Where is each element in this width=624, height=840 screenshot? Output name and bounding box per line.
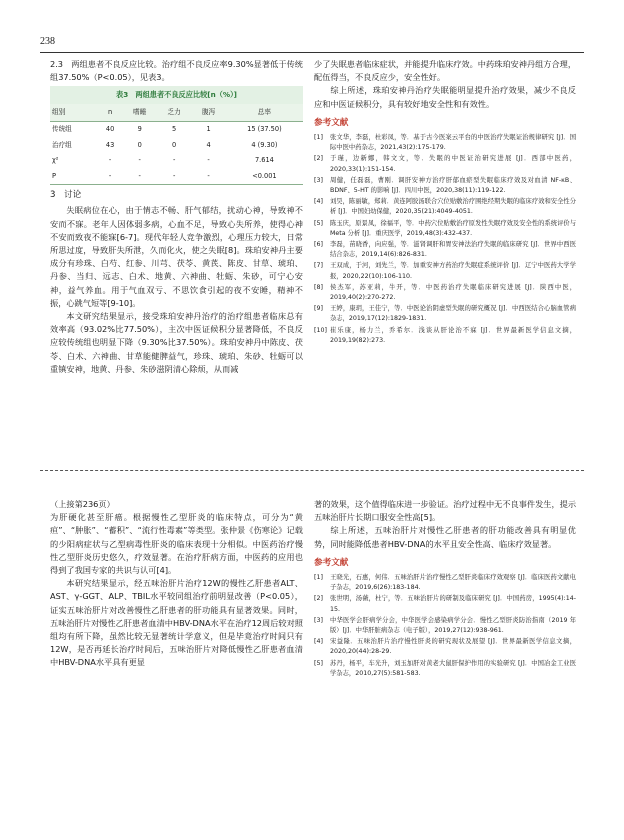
reference-text: 宋益隆．五味治肝片治疗慢性肝炎的研究现状及展望 [J]．世界最新医学信息文摘，2020,20(44):28-29. — [330, 638, 576, 656]
table-header: 总率 — [226, 104, 303, 122]
reference-item — [314, 176, 576, 196]
reference-item — [314, 240, 576, 260]
paragraph: 著的效果，这个值得临床进一步验证。治疗过程中无不良事件发生，提示五味治肝片长期口服安全性高[5]。 — [314, 499, 577, 523]
reference-text: 王晓光，石惠，何伟．五味治肝片治疗慢性乙型肝炎临床疗效观察 [J]．临床医药文献电子杂志，2019,6(26):183-184. — [330, 574, 576, 592]
paragraph: 本文研究结果显示，接受珠珀安神丹治疗的治疗组患者临床总有效率高（93.02%比77.50%），主次中医证候积分显著降低，不良反应较传统组也明显下降（9.30%比37.50%）。珠珀安神丹中陈皮、茯苓、白术、六神曲、甘草能健脾益气，珍珠、琥珀、朱砂、牡蛎可以重镇安神，地黄、丹参、朱砂滋阴清心除烦，从而减 — [50, 310, 303, 374]
reference-text: 崔乐康，杨力兰，乔希尔．浅谈从肝论治不寐 [J]．世界最新医学信息文摘，2019,19(82):273. — [330, 326, 576, 344]
table-cell: <0.001 — [226, 169, 303, 185]
reference-number: [4] — [314, 638, 323, 646]
reference-number: [8] — [314, 283, 323, 291]
table-cell: 43 — [105, 140, 115, 149]
reference-item — [314, 304, 576, 324]
references-list — [314, 133, 576, 346]
paragraph: 少了失眠患者临床症状，并能提升临床疗效。中药珠珀安神丹组方合理，配伍得当，不良反应少，安全性好。 — [314, 59, 577, 83]
paragraph: 为肝硬化甚至肝癌。根据慢性乙型肝炎的临床特点，可分为“黄疸”、“肿胀”、“蓄积”、“流行性毒素”等类型。张仲景《伤寒论》记载的少阳病症状与乙型病毒性肝炎的临床表现十分相似。中医药治疗慢性乙型肝炎历史悠久，疗效显著。在治疗肝病方面，中医药的应用也得到了我国专家的共识与认可[4]。 — [50, 512, 303, 576]
reference-item — [314, 637, 576, 657]
reference-item — [314, 573, 576, 593]
reference-number: [9] — [314, 305, 323, 313]
top-right-column — [314, 58, 576, 347]
reference-item — [314, 261, 576, 281]
results-2-3: 2.3 两组患者不良反应比较。治疗组不良反应率9.30%显著低于传统组37.50%（P<0.05），见表3。 — [50, 59, 303, 83]
bottom-right-column — [314, 498, 576, 680]
table-cell: 治疗组 — [52, 140, 72, 149]
references-title: 参考文献 — [314, 557, 349, 568]
table-cell: 0 — [172, 140, 177, 149]
table-row — [50, 153, 303, 169]
table-cell: - — [191, 169, 225, 185]
table-header: 嗜睡 — [122, 104, 156, 122]
table-row — [50, 169, 303, 185]
continued-note: （上接第236页） — [50, 499, 115, 509]
reference-text: 刘昊，陈丽敏，郑莉．黄连阿胶汤联合穴位贴敷治疗围绝经期失眠的临床疗效和安全性分析 [J]．中国妇幼保健，2020,35(21):4049-4051. — [330, 198, 576, 216]
table-row — [50, 121, 303, 137]
reference-text: 陈玉庆，原景凤，徐福平，等．中药穴位贴敷治疗原发性失眠疗效及安全性的系统评价与 Meta 分析 [J]．重庆医学，2019,48(3):432-437. — [330, 219, 576, 237]
reference-text: 李磊，苗晓香，向应强，等．滋肾调肝和胃安神法治疗失眠的临床研究 [J]．世界中西医结合杂志，2019,14(6):826-831. — [330, 241, 576, 259]
table-3 — [50, 86, 303, 185]
table-cell: 传统组 — [52, 125, 72, 133]
reference-text: 王双成，于河，刘先兰，等．加重安神方药治疗失眠症系统评价 [J]．辽宁中医药大学学报，2020,22(10):106-110. — [330, 262, 576, 280]
reference-item — [314, 326, 576, 346]
reference-item — [314, 659, 576, 679]
table-header-row — [50, 104, 303, 122]
table-cell: 4 — [206, 140, 211, 149]
table-cell: P — [50, 169, 98, 185]
section-heading: 3 讨论 — [50, 190, 82, 201]
reference-text: 侯杰军，苏亚莉，牛开，等．中医药治疗失眠临床研究进展 [J]．陕西中医，2019,40(2):270-272. — [330, 283, 576, 302]
reference-number: [7] — [314, 262, 323, 270]
header-rule — [40, 52, 584, 53]
table-cell: - — [122, 169, 156, 185]
reference-number: [2] — [314, 595, 323, 603]
reference-item — [314, 283, 576, 303]
references-list — [314, 573, 576, 679]
table-cell: 5 — [172, 125, 177, 133]
reference-text: 王婷，康玥，王佳宁，等．中医论治阴虚型失眠的研究概况 [J]．中西医结合心脑血管病杂志，2019,17(12):1829-1831. — [330, 305, 576, 323]
reference-text: 于瑾，边新娜，韩文文，等．失眠的中医证治研究进展 [J]．西部中医药，2020,33(1):151-154. — [330, 155, 576, 173]
table-cell: - — [98, 169, 123, 185]
reference-number: [4] — [314, 198, 323, 206]
table-header: 乏力 — [157, 104, 191, 122]
table-cell: 7.614 — [254, 156, 274, 165]
reference-text: 张文华，李磊，杜彩凤，等．基于古今医案云平台的中医治疗失眠证治规律研究 [J]．国际中医中药杂志，2021,43(2):175-179. — [330, 134, 576, 152]
table-cell: - — [157, 169, 191, 185]
table-row — [50, 137, 303, 153]
reference-item — [314, 197, 576, 217]
table-cell: - — [138, 156, 141, 165]
reference-text: 周健，任磊磊，曹刚．调肝安神方治疗肝郁血瘀型失眠临床疗效及对血清 NF-κB、BDNF、5-HT 的影响 [J]．四川中医，2020,38(11):119-122. — [330, 176, 576, 195]
table-cell: χ² — [52, 156, 59, 165]
table-header: n — [98, 104, 123, 122]
reference-number: [6] — [314, 241, 323, 249]
paragraph: 综上所述，五味治肝片对慢性乙肝患者的肝功能改善具有明显优势，同时能降低患者HBV-DNA的水平且安全性高、临床疗效显著。 — [314, 525, 576, 549]
page-number: 238 — [40, 36, 55, 47]
reference-number: [5] — [314, 659, 323, 667]
paragraph: 失眠病位在心，由于情志不畅、肝气郁结，扰动心神，导致神不安而不寐。老年人因体弱多病，心血不足，导致心失所养，使得心神不安而致夜不能寐[6-7]。现代年轻人竞争激烈，心理压力较大，日常所思过度，导致肝失所泄，久而化火，使之失眠[8]。珠珀安神丹主要成分有珍珠、白芍、红参、川芎、茯苓、黄芪、陈皮、甘草、琥珀、丹参、当归、远志、白术、地黄、六神曲、牡蛎、朱砂，可宁心安神，益气养血。用于气血双亏、不思饮食引起的夜不安睡，精神不振，心跳气短等[9-10]。 — [50, 205, 303, 308]
table-cell: 40 — [105, 125, 115, 133]
article-separator — [40, 470, 584, 471]
reference-item — [314, 219, 576, 239]
table-cell: 0 — [137, 140, 142, 149]
table-cell: 9 — [137, 125, 142, 133]
reference-number: [3] — [314, 176, 323, 184]
table-cell: 4 (9.30) — [251, 140, 278, 149]
table-caption: 表3 两组患者不良反应比较[n（%）] — [50, 86, 303, 103]
table-cell: - — [172, 156, 176, 165]
reference-number: [3] — [314, 616, 323, 624]
reference-number: [2] — [314, 155, 323, 163]
top-left-column — [50, 58, 303, 376]
table-cell: - — [207, 156, 210, 165]
reference-item — [314, 616, 576, 636]
reference-item — [314, 154, 576, 174]
reference-text: 张世明，汤薇，杜宁，等．五味治肝片的研制及临床研究 [J]．中国药房，1995(4):14-15. — [330, 595, 576, 613]
reference-text: 苏丹，杨平，车光升，刘玉加肝对黄老大鼠肝保护作用的实验研究 [J]．中国冶金工业医学杂志，2010,27(5):581-583. — [330, 659, 576, 677]
references-title: 参考文献 — [314, 117, 349, 128]
reference-number: [1] — [314, 134, 323, 142]
table-header: 组别 — [50, 104, 98, 122]
table-header: 腹泻 — [191, 104, 225, 122]
reference-number: [10] — [314, 326, 327, 334]
paragraph: 本研究结果显示，经五味治肝片治疗12W的慢性乙肝患者ALT、AST、γ-GGT、ALP、TBIL水平较同组治疗前明显改善（P<0.05），证实五味治肝片对改善慢性乙肝患者的肝功能具有显著效果。同时，五味治肝片对慢性乙肝患者血清中HBV-DNA水平在治疗12周后较对照组均有所下降，虽然比较无显著统计学意义，但是毕竟治疗时间只有12W，是否再延长治疗时间后，五味治肝片对降低慢性乙肝患者血清中HBV-DNA水平具有更显 — [50, 578, 303, 668]
reference-item — [314, 133, 576, 153]
reference-text: 中华医学会肝病学分会，中华医学会感染病学分会．慢性乙型肝炎防治指南（2019 年版）[J]．中华肝脏病杂志（电子版），2019,27(12):938-961. — [330, 616, 576, 635]
table-cell: 1 — [206, 125, 211, 133]
reference-number: [5] — [314, 219, 323, 227]
reference-number: [1] — [314, 574, 323, 582]
paragraph: 综上所述，珠珀安神丹治疗失眠能明显提升治疗效果，减少不良反应和中医证候积分，具有较好地安全性和有效性。 — [314, 85, 576, 109]
table-cell: - — [108, 156, 112, 165]
bottom-left-column — [50, 498, 303, 670]
reference-item — [314, 594, 576, 614]
table-cell: 15 (37.50) — [247, 125, 282, 133]
